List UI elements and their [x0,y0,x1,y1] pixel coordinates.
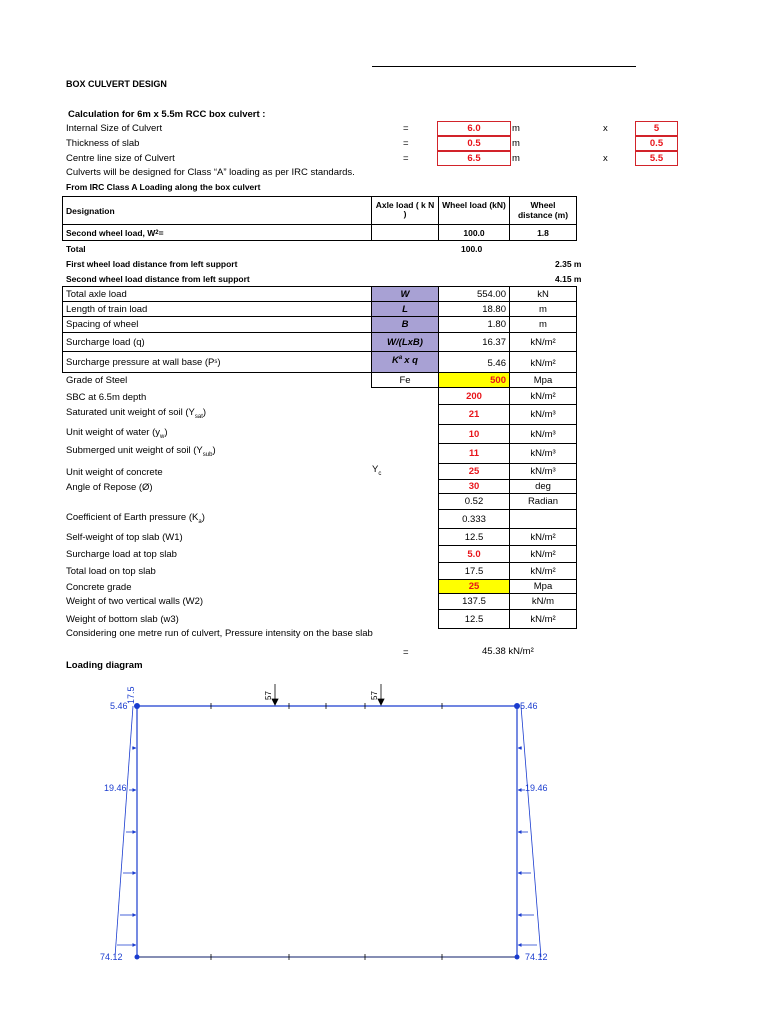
concrete-grade-unit: Mpa [509,579,577,594]
sat-text: Saturated unit weight of soil (Y [66,407,195,418]
frame [137,706,517,957]
steel-value: 500 [438,372,510,388]
bottom-right-label: 74.12 [525,952,548,962]
surcharge-value: 16.37 [438,332,510,352]
row-second-wheel-sub: 2 [155,229,159,236]
pressure-value: 45.38 kN/m² [482,646,534,657]
loading-diagram-title: Loading diagram [66,660,143,671]
thickness-value2: 0.5 [635,136,678,151]
sat-value: 21 [438,404,510,425]
water-value: 10 [438,424,510,444]
centre-x: x [603,153,608,164]
radian-value: 0.52 [438,493,510,510]
bottom-unit: kN/m² [509,609,577,629]
load-value: 554.00 [438,286,510,302]
total-top-label: Total load on top slab [66,566,156,577]
row-wheel: 100.0 [438,224,510,241]
ka-sub: a [398,355,403,361]
water-end: ) [164,427,168,438]
total-top-unit: kN/m² [509,562,577,580]
sub-unit: kN/m³ [509,443,577,464]
centre-unit: m [512,153,520,164]
selfweight-value: 12.5 [438,528,510,546]
th-wheel-text: Wheel load (kN) [442,200,506,210]
water-sub: w [159,433,165,440]
ka-symbol: K [392,355,399,366]
first-dist-label: First wheel load distance from left support [66,259,238,269]
irc-note: From IRC Class A Loading along the box culvert [66,182,261,192]
top-left-label: 5.46 [110,701,128,711]
ka-end: x q [404,355,418,366]
total-label: Total [66,244,86,254]
node-ticks [211,703,442,960]
concrete-grade-value: 25 [438,579,510,594]
train-label: Length of train load [62,301,372,317]
sub-sub: sub [202,451,213,458]
sbc-value: 200 [438,387,510,405]
surcharge-top-unit: kN/m² [509,545,577,563]
row-second-wheel-eq: = [158,227,164,238]
sbc-unit: kN/m² [509,387,577,405]
sat-sub: sat [194,413,203,420]
pressure-wall-value: 5.46 [438,351,510,373]
water-text: Unit weight of water (y [66,427,160,438]
pressure-wall-sub: s [214,359,218,365]
train-value: 18.80 [438,301,510,317]
class-note: Culverts will be designed for Class “A” loading as per IRC standards. [66,167,355,178]
total-top-value: 17.5 [438,562,510,580]
size-value: 6.0 [437,121,511,136]
calc-heading: Calculation for 6m x 5.5m RCC box culvert : [68,109,266,120]
gamma-c-sub: c [378,470,382,477]
spacing-value: 1.80 [438,316,510,333]
load-unit: kN [509,286,577,302]
bottom-value: 12.5 [438,609,510,629]
load-label: Total axle load [62,286,372,302]
train-symbol: L [371,301,439,317]
spacing-symbol: B [371,316,439,333]
concrete-weight-value: 25 [438,463,510,480]
pressure-eq: = [403,647,409,658]
first-dist-number: 2.35 [555,259,572,269]
th-axle-text: Axle load ( k N ) [375,200,435,220]
earth-end: ) [201,512,205,523]
centre-label: Centre line size of Culvert [66,153,175,164]
bottom-left-label: 74.12 [100,952,123,962]
load-2-label: 57 [370,691,379,700]
size-unit: m [512,123,520,134]
row-second-wheel-label: Second wheel load, W [66,227,156,238]
surcharge-symbol: W/(LxB) [371,332,439,352]
thickness-eq: = [403,138,409,149]
load-symbol: W [371,286,439,302]
th-distance-text: Wheel distance (m) [517,200,569,220]
total-value: 100.0 [461,244,483,254]
train-unit: m [509,301,577,317]
point-loads [272,684,384,705]
earth-sub: a [198,518,202,525]
sat-end: ) [202,407,207,418]
top-left-vertical-label: 17.5 [126,686,136,704]
right-pressure [518,706,541,957]
centre-value: 6.5 [437,151,511,166]
second-dist-label: Second wheel load distance from left support [66,274,250,284]
spacing-label: Spacing of wheel [62,316,372,333]
surcharge-top-label: Surcharge load at top slab [66,549,177,560]
water-unit: kN/m³ [509,424,577,444]
selfweight-label: Self-weight of top slab (W1) [66,532,183,543]
th-designation: Designation [62,196,372,225]
mid-right-label: 19.46 [525,783,548,793]
thickness-label: Thickness of slab [66,138,140,149]
size-label: Internal Size of Culvert [66,123,163,134]
earth-text: Coefficient of Earth pressure (K [66,512,199,523]
second-dist-number: 4.15 [555,274,572,284]
earth-value: 0.333 [438,509,510,529]
corner-nodes [134,703,520,960]
centre-eq: = [403,153,409,164]
members [137,706,517,957]
sub-text: Submerged unit weight of soil (Y [66,445,203,456]
steel-label: Grade of Steel [66,375,128,386]
steel-unit: Mpa [509,372,577,388]
mid-left-label: 19.46 [104,783,127,793]
second-dist-unit: m [573,274,582,284]
walls-unit: kN/m [509,593,577,610]
considering-note: Considering one metre run of culvert, Pressure intensity on the base slab [66,628,373,639]
left-pressure-envelope [115,706,133,957]
radian-unit: Radian [509,493,577,510]
row-dist: 1.8 [509,224,577,241]
steel-symbol: Fe [371,372,439,388]
spacing-unit: m [509,316,577,333]
concrete-weight-unit: kN/m³ [509,463,577,480]
size-value2: 5 [635,121,678,136]
concrete-weight-label: Unit weight of concrete [66,467,163,478]
right-pressure-envelope [521,706,541,957]
pressure-wall-text: Surcharge pressure at wall base (P [66,356,215,368]
page-title: BOX CULVERT DESIGN [66,79,167,89]
thickness-unit: m [512,138,520,149]
repose-label: Angle of Repose (Ø) [66,482,153,493]
walls-label: Weight of two vertical walls (W2) [66,596,204,607]
repose-value: 30 [438,479,510,494]
size-x: x [603,123,608,134]
sub-value: 11 [438,443,510,464]
node-bottom-right [515,955,520,960]
gamma-c-text: Y [372,464,379,475]
surcharge-top-value: 5.0 [438,545,510,563]
size-eq: = [403,123,409,134]
load-1-label: 57 [264,691,273,700]
bottom-label: Weight of bottom slab (w3) [66,614,179,625]
thickness-value: 0.5 [437,136,511,151]
left-pressure [115,706,136,957]
centre-value2: 5.5 [635,151,678,166]
pressure-wall-unit: kN/m² [509,351,577,373]
surcharge-unit: kN/m² [509,332,577,352]
surcharge-label: Surcharge load (q) [62,332,372,352]
repose-unit: deg [509,479,577,494]
concrete-grade-label: Concrete grade [66,582,132,593]
top-right-label: 5.46 [520,701,538,711]
sub-end: ) [212,445,216,456]
selfweight-unit: kN/m² [509,528,577,546]
node-bottom-left [135,955,140,960]
sbc-label: SBC at 6.5m depth [66,392,147,403]
pressure-wall-end: ) [217,356,221,368]
sat-unit: kN/m³ [509,404,577,425]
walls-value: 137.5 [438,593,510,610]
first-dist-unit: m [573,259,582,269]
